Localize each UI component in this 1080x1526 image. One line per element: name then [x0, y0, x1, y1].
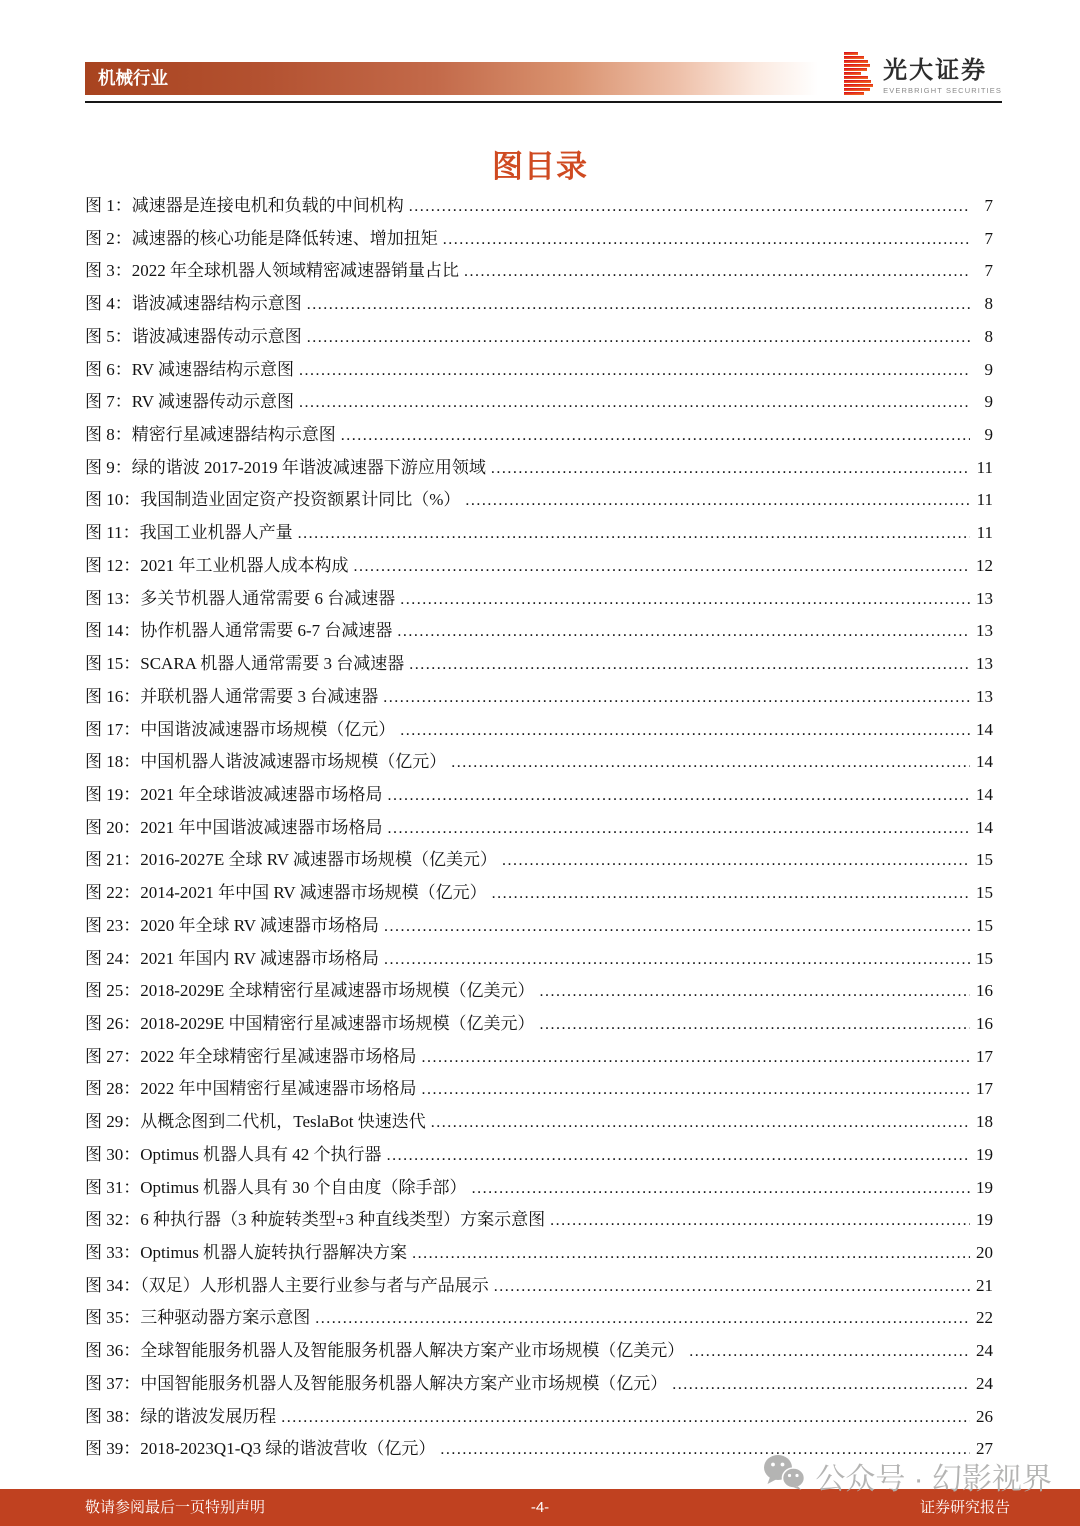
toc-entry-page: 7 — [984, 228, 993, 248]
toc-entry[interactable] — [85, 583, 993, 616]
toc-entry-page: 14 — [976, 784, 993, 804]
toc-entry-label: 图 24：2021 年国内 RV 减速器市场格局 — [85, 948, 379, 968]
toc-dot-leader — [431, 1107, 970, 1140]
toc-entry-label: 图 23：2020 年全球 RV 减速器市场格局 — [85, 915, 379, 935]
toc-entry[interactable] — [85, 452, 993, 485]
toc-dot-leader — [689, 1336, 970, 1369]
toc-dot-leader — [298, 518, 970, 551]
toc-dot-leader — [464, 256, 970, 289]
toc-entry[interactable] — [85, 1204, 993, 1237]
toc-entry-page: 13 — [976, 686, 993, 706]
brand-name — [883, 56, 1002, 95]
toc-dot-leader — [384, 911, 970, 944]
toc-dot-leader — [388, 813, 971, 846]
toc-dot-leader — [451, 747, 970, 780]
page-title: 图目录 — [492, 149, 588, 184]
toc-entry-page: 14 — [976, 752, 993, 772]
toc-entry-page: 17 — [976, 1046, 993, 1066]
toc-entry[interactable] — [85, 812, 993, 845]
toc-entry-page: 19 — [976, 1177, 993, 1197]
toc-entry[interactable] — [85, 1172, 993, 1205]
toc-entry-page: 9 — [984, 425, 993, 445]
header-category-band — [85, 62, 865, 95]
toc-entry[interactable] — [85, 550, 993, 583]
toc-entry-page: 9 — [984, 392, 993, 412]
toc-dot-leader — [397, 616, 970, 649]
toc-entry-label: 图 26：2018-2029E 中国精密行星减速器市场规模（亿美元） — [85, 1013, 535, 1033]
toc-entry-page: 11 — [976, 457, 993, 477]
toc-entry[interactable] — [85, 354, 993, 387]
toc-entry-label: 图 27：2022 年全球精密行星减速器市场格局 — [85, 1046, 417, 1066]
toc-entry-label: 图 1：减速器是连接电机和负载的中间机构 — [85, 196, 404, 215]
toc-entry-page: 14 — [976, 817, 993, 837]
toc-dot-leader — [412, 1238, 970, 1271]
toc-entry[interactable] — [85, 484, 993, 517]
toc-entry-page: 27 — [976, 1439, 993, 1459]
toc-entry-label: 图 39：2018-2023Q1-Q3 绿的谐波营收（亿元） — [85, 1439, 436, 1459]
toc-entry-label: 图 36：全球智能服务机器人及智能服务机器人解决方案产业市场规模（亿美元） — [85, 1341, 685, 1361]
header-divider — [85, 101, 1002, 103]
toc-entry[interactable] — [85, 844, 993, 877]
toc-entry[interactable] — [85, 681, 993, 714]
toc-dot-leader — [299, 355, 970, 388]
toc-entry-label: 图 15：SCARA 机器人通常需要 3 台减速器 — [85, 654, 405, 674]
toc-dot-leader — [502, 845, 970, 878]
toc-entry-label: 图 6：RV 减速器结构示意图 — [85, 359, 294, 379]
toc-dot-leader — [422, 1074, 971, 1107]
toc-entry-page: 7 — [984, 196, 993, 215]
toc-entry-label: 图 16：并联机器人通常需要 3 台减速器 — [85, 686, 379, 706]
toc-dot-leader — [472, 1173, 970, 1206]
toc-entry-label: 图 2：减速器的核心功能是降低转速、增加扭矩 — [85, 228, 438, 248]
toc-entry-label: 图 5：谐波减速器传动示意图 — [85, 326, 302, 346]
toc-list — [85, 190, 993, 1466]
toc-entry-page: 22 — [976, 1308, 993, 1328]
toc-entry-page: 12 — [976, 555, 993, 575]
toc-entry-label: 图 12：2021 年工业机器人成本构成 — [85, 555, 349, 575]
toc-entry-page: 13 — [976, 654, 993, 674]
toc-dot-leader — [540, 976, 970, 1009]
toc-entry[interactable] — [85, 648, 993, 681]
toc-entry[interactable] — [85, 975, 993, 1008]
toc-entry-label: 图 7：RV 减速器传动示意图 — [85, 392, 294, 412]
toc-entry[interactable] — [85, 615, 993, 648]
toc-entry[interactable] — [85, 943, 993, 976]
toc-entry[interactable] — [85, 321, 993, 354]
toc-entry-page: 24 — [976, 1373, 993, 1393]
toc-entry[interactable] — [85, 1237, 993, 1270]
toc-entry-label: 图 17：中国谐波减速器市场规模（亿元） — [85, 719, 396, 739]
toc-entry-label: 图 21：2016-2027E 全球 RV 减速器市场规模（亿美元） — [85, 850, 497, 870]
toc-entry-label: 图 29：从概念图到二代机，TeslaBot 快速迭代 — [85, 1112, 426, 1132]
toc-entry-page: 16 — [976, 1013, 993, 1033]
toc-entry-page: 15 — [976, 850, 993, 870]
brand-name-en: EVERBRIGHT SECURITIES — [883, 85, 1002, 95]
toc-entry-label: 图 20：2021 年中国谐波减速器市场格局 — [85, 817, 383, 837]
toc-entry-label: 图 38：绿的谐波发展历程 — [85, 1406, 277, 1426]
toc-entry[interactable] — [85, 1302, 993, 1335]
toc-entry-label: 图 37：中国智能服务机器人及智能服务机器人解决方案产业市场规模（亿元） — [85, 1373, 668, 1393]
toc-entry-label: 图 8：精密行星减速器结构示意图 — [85, 425, 336, 445]
brand-logo — [844, 52, 1002, 101]
toc-entry[interactable] — [85, 1270, 993, 1303]
watermark-text: 公众号 · 幻影视界 — [815, 1463, 1052, 1496]
toc-entry-label: 图 32：6 种执行器（3 种旋转类型+3 种直线类型）方案示意图 — [85, 1210, 546, 1230]
toc-entry[interactable] — [85, 1401, 993, 1434]
toc-entry[interactable] — [85, 1368, 993, 1401]
toc-entry-page: 16 — [976, 981, 993, 1001]
footer-page-number: -4- — [530, 1499, 550, 1516]
report-category: 机械行业 — [98, 68, 168, 88]
toc-dot-leader — [354, 551, 971, 584]
toc-entry[interactable] — [85, 419, 993, 452]
toc-entry-page: 19 — [976, 1210, 993, 1230]
toc-entry-page: 13 — [976, 588, 993, 608]
toc-entry-page: 20 — [976, 1243, 993, 1262]
toc-dot-leader — [307, 289, 970, 322]
toc-entry-label: 图 11：我国工业机器人产量 — [85, 523, 293, 543]
toc-dot-leader — [383, 682, 970, 715]
toc-entry-page: 7 — [984, 261, 993, 281]
toc-entry[interactable] — [85, 910, 993, 943]
toc-entry-page: 19 — [976, 1144, 993, 1164]
toc-entry-page: 26 — [976, 1406, 993, 1426]
toc-entry[interactable] — [85, 877, 993, 910]
toc-entry-label: 图 31：Optimus 机器人具有 30 个自由度（除手部） — [85, 1177, 467, 1197]
toc-entry[interactable] — [85, 190, 993, 223]
toc-dot-leader — [540, 1009, 970, 1042]
toc-dot-leader — [550, 1205, 970, 1238]
toc-entry-page: 8 — [984, 326, 993, 346]
toc-entry[interactable] — [85, 255, 993, 288]
toc-entry-page: 18 — [976, 1112, 993, 1132]
toc-dot-leader — [672, 1369, 970, 1402]
toc-entry-label: 图 34：（双足）人形机器人主要行业参与者与产品展示 — [85, 1275, 489, 1295]
toc-entry[interactable] — [85, 746, 993, 779]
toc-entry-label: 图 25：2018-2029E 全球精密行星减速器市场规模（亿美元） — [85, 981, 535, 1001]
toc-entry-page: 15 — [976, 915, 993, 935]
toc-dot-leader — [387, 1140, 970, 1173]
toc-entry-label: 图 35：三种驱动器方案示意图 — [85, 1308, 311, 1328]
toc-dot-leader — [491, 453, 970, 486]
toc-dot-leader — [400, 584, 970, 617]
toc-dot-leader — [299, 387, 970, 420]
toc-entry-label: 图 13：多关节机器人通常需要 6 台减速器 — [85, 588, 396, 608]
brand-name-cn: 光大证券 — [883, 56, 988, 84]
toc-entry[interactable] — [85, 714, 993, 747]
footer-doc-type: 证券研究报告 — [919, 1499, 1010, 1516]
toc-entry[interactable] — [85, 1106, 993, 1139]
toc-entry-label: 图 14：协作机器人通常需要 6-7 台减速器 — [85, 621, 393, 641]
toc-entry-label: 图 19：2021 年全球谐波减速器市场格局 — [85, 784, 383, 804]
toc-entry[interactable] — [85, 1139, 993, 1172]
toc-entry[interactable] — [85, 1335, 993, 1368]
toc-entry-page: 14 — [976, 719, 993, 739]
toc-entry-page: 15 — [976, 948, 993, 968]
toc-entry-label: 图 30：Optimus 机器人具有 42 个执行器 — [85, 1144, 382, 1164]
toc-dot-leader — [492, 878, 970, 911]
toc-entry-label: 图 4：谐波减速器结构示意图 — [85, 294, 302, 314]
toc-entry-label: 图 22：2014-2021 年中国 RV 减速器市场规模（亿元） — [85, 883, 487, 903]
toc-dot-leader — [422, 1042, 971, 1075]
toc-dot-leader — [465, 485, 970, 518]
toc-entry-page: 8 — [984, 294, 993, 314]
toc-entry-page: 24 — [976, 1341, 993, 1361]
toc-dot-leader — [409, 191, 970, 224]
toc-entry-page: 21 — [976, 1275, 993, 1295]
toc-entry-page: 17 — [976, 1079, 993, 1099]
toc-entry-label: 图 28：2022 年中国精密行星减速器市场格局 — [85, 1079, 417, 1099]
toc-entry-page: 11 — [976, 490, 993, 510]
toc-dot-leader — [307, 322, 970, 355]
toc-entry[interactable] — [85, 288, 993, 321]
toc-dot-leader — [384, 944, 970, 977]
toc-dot-leader — [281, 1402, 970, 1435]
footer-disclaimer: 敬请参阅最后一页特别声明 — [85, 1499, 266, 1516]
toc-entry[interactable] — [85, 1073, 993, 1106]
toc-entry[interactable] — [85, 779, 993, 812]
wechat-icon — [763, 1454, 805, 1498]
toc-entry-label: 图 18：中国机器人谐波减速器市场规模（亿元） — [85, 752, 447, 772]
toc-entry[interactable] — [85, 1008, 993, 1041]
toc-dot-leader — [494, 1271, 970, 1304]
toc-entry[interactable] — [85, 386, 993, 419]
toc-dot-leader — [315, 1303, 970, 1336]
toc-dot-leader — [443, 224, 970, 257]
toc-dot-leader — [409, 649, 970, 682]
toc-entry-page: 15 — [976, 883, 993, 903]
toc-entry-label: 图 9：绿的谐波 2017-2019 年谐波减速器下游应用领域 — [85, 457, 486, 477]
toc-dot-leader — [400, 715, 970, 748]
toc-dot-leader — [388, 780, 971, 813]
toc-dot-leader — [341, 420, 970, 453]
toc-entry-page: 9 — [984, 359, 993, 379]
everbright-logo-icon — [844, 52, 874, 101]
toc-entry-page: 13 — [976, 621, 993, 641]
toc-entry[interactable] — [85, 1041, 993, 1074]
toc-entry[interactable] — [85, 517, 993, 550]
toc-entry-label: 图 33：Optimus 机器人旋转执行器解决方案 — [85, 1243, 408, 1262]
toc-entry[interactable] — [85, 223, 993, 256]
watermark — [763, 1454, 1052, 1498]
toc-entry-page: 11 — [976, 523, 993, 543]
toc-entry-label: 图 10：我国制造业固定资产投资额累计同比（%） — [85, 490, 461, 510]
toc-entry-label: 图 3：2022 年全球机器人领域精密减速器销量占比 — [85, 261, 459, 281]
